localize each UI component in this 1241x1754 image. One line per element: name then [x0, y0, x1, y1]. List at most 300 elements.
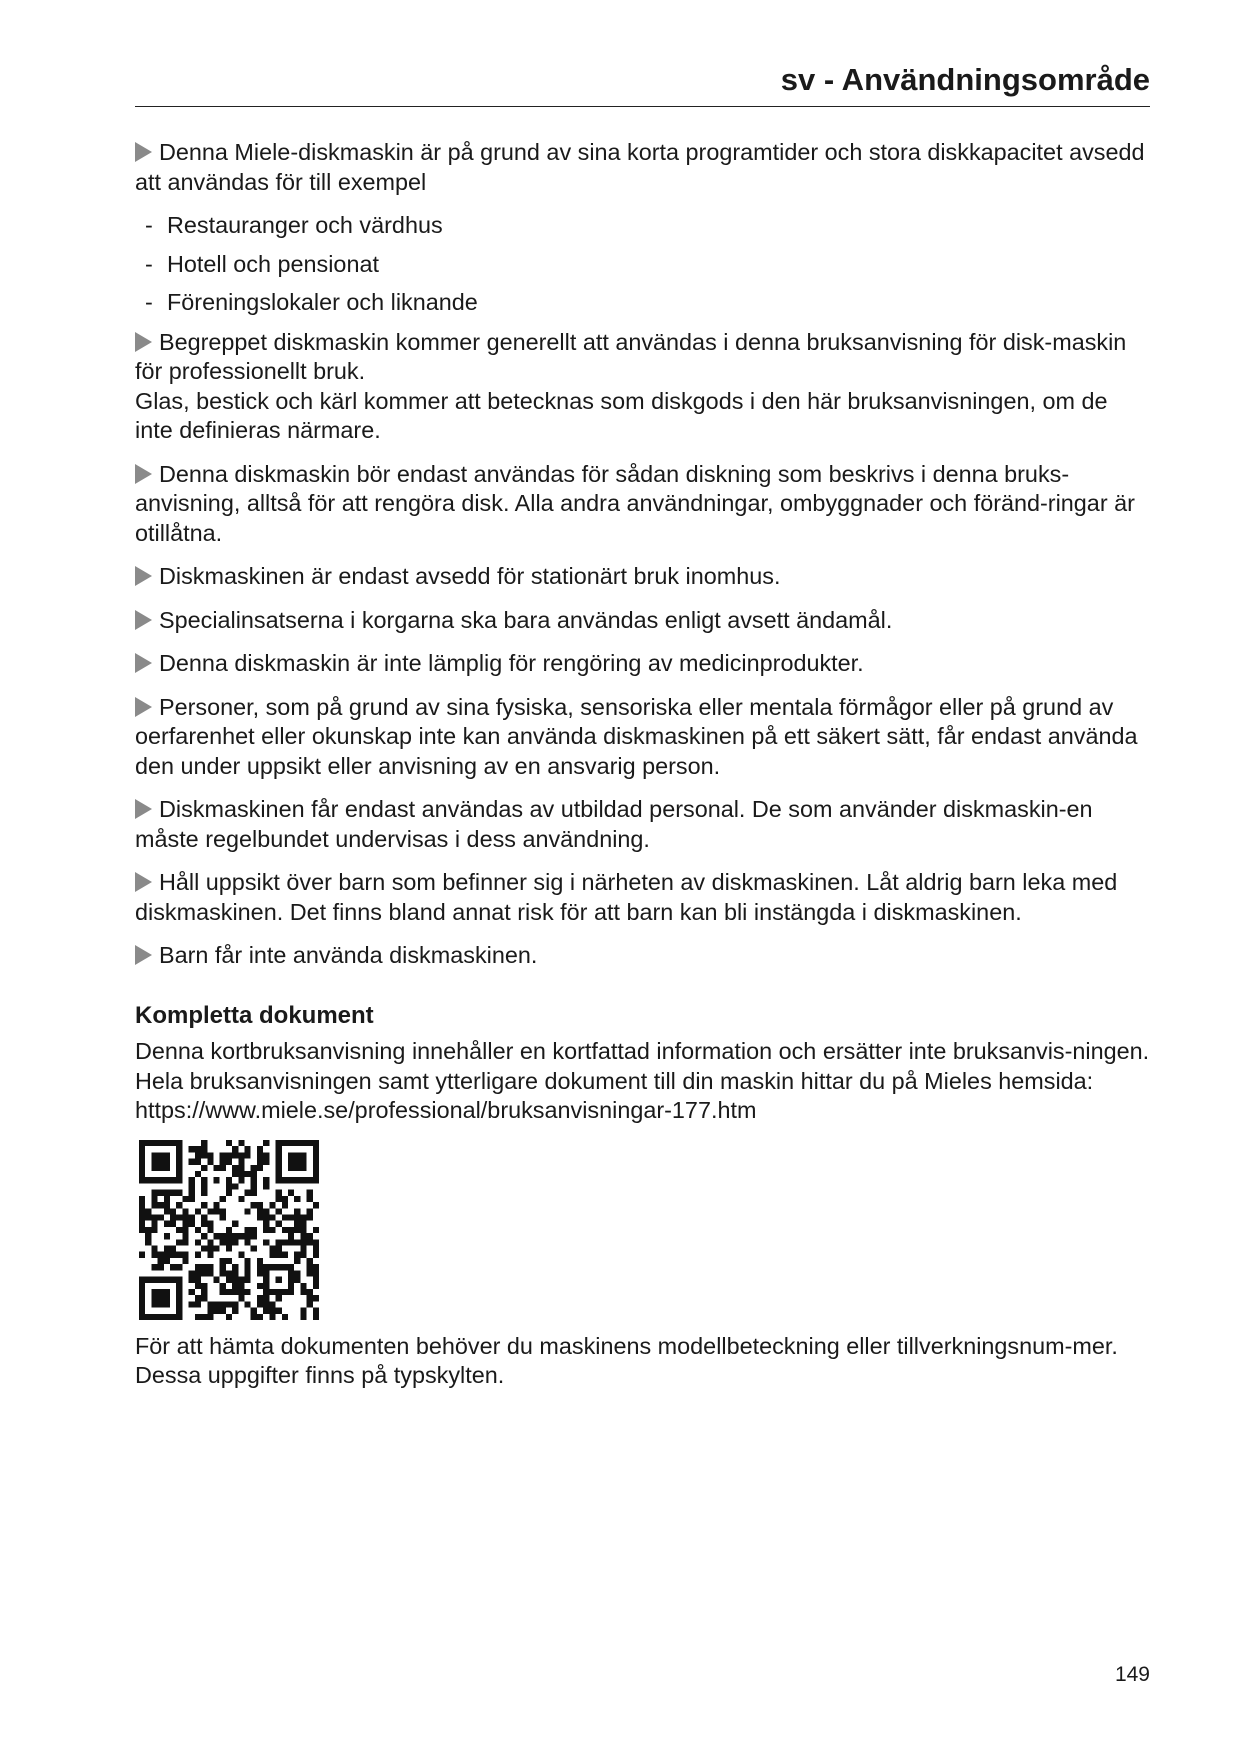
qr-module [263, 1282, 269, 1288]
qr-module [182, 1251, 188, 1257]
qr-module [213, 1164, 219, 1170]
qr-module [313, 1270, 319, 1276]
qr-module [300, 1313, 306, 1319]
qr-module [300, 1158, 306, 1164]
qr-module [282, 1214, 288, 1220]
qr-module [220, 1233, 226, 1239]
qr-module [232, 1171, 238, 1177]
qr-module [300, 1282, 306, 1288]
qr-module [176, 1171, 182, 1177]
qr-module [176, 1214, 182, 1220]
qr-module [276, 1177, 282, 1183]
qr-module [226, 1301, 232, 1307]
qr-module [282, 1202, 288, 1208]
qr-module [139, 1288, 145, 1294]
qr-module [201, 1313, 207, 1319]
qr-module [176, 1301, 182, 1307]
qr-module [257, 1214, 263, 1220]
qr-module [313, 1276, 319, 1282]
qr-module [251, 1177, 257, 1183]
qr-module [139, 1226, 145, 1232]
qr-module [313, 1295, 319, 1301]
list-item-text: Hotell och pensionat [167, 250, 379, 277]
qr-module [257, 1301, 263, 1307]
qr-module [176, 1226, 182, 1232]
qr-module [307, 1189, 313, 1195]
qr-module [313, 1264, 319, 1270]
qr-module [288, 1189, 294, 1195]
qr-module [294, 1152, 300, 1158]
qr-module [232, 1288, 238, 1294]
qr-module [151, 1177, 157, 1183]
qr-module [288, 1214, 294, 1220]
qr-module [176, 1264, 182, 1270]
qr-module [300, 1164, 306, 1170]
qr-module [307, 1270, 313, 1276]
qr-module [189, 1301, 195, 1307]
qr-module [207, 1239, 213, 1245]
qr-module [220, 1214, 226, 1220]
documents-heading: Kompletta dokument [135, 1001, 374, 1029]
qr-module [170, 1313, 176, 1319]
qr-module [294, 1177, 300, 1183]
qr-module [158, 1164, 164, 1170]
qr-module [288, 1158, 294, 1164]
qr-module [307, 1233, 313, 1239]
arrow-bullet-icon [135, 464, 152, 484]
qr-module [201, 1288, 207, 1294]
qr-module [245, 1288, 251, 1294]
qr-module [189, 1146, 195, 1152]
qr-module [269, 1226, 275, 1232]
qr-module [263, 1295, 269, 1301]
qr-module [238, 1152, 244, 1158]
qr-module [282, 1251, 288, 1257]
qr-module [182, 1233, 188, 1239]
qr-module [307, 1177, 313, 1183]
qr-module [158, 1301, 164, 1307]
qr-module [294, 1164, 300, 1170]
qr-module [276, 1152, 282, 1158]
qr-module [313, 1239, 319, 1245]
list-item-text: Föreningslokaler och liknande [167, 289, 478, 315]
medical-paragraph [135, 649, 1150, 679]
documents-url-link[interactable]: https://www.miele.se/professional/bruksanvisningar-177.htm [135, 1097, 757, 1123]
qr-module [251, 1171, 257, 1177]
qr-module [307, 1301, 313, 1307]
qr-module [176, 1307, 182, 1313]
qr-module [257, 1158, 263, 1164]
qr-module [164, 1245, 170, 1251]
qr-module [213, 1301, 219, 1307]
qr-module [288, 1288, 294, 1294]
qr-module [158, 1202, 164, 1208]
qr-module [251, 1245, 257, 1251]
qr-module [307, 1295, 313, 1301]
qr-module [257, 1270, 263, 1276]
footer-paragraph: För att hämta dokumenten behöver du maskinens modellbeteckning eller tillverkningsnum-mer. Dessa uppgifter finns på typskylten. [135, 1332, 1118, 1388]
qr-module [300, 1177, 306, 1183]
qr-module [195, 1276, 201, 1282]
qr-module [182, 1208, 188, 1214]
qr-module [207, 1208, 213, 1214]
qr-module [226, 1257, 232, 1263]
qr-module [226, 1233, 232, 1239]
qr-module [294, 1239, 300, 1245]
qr-module [294, 1257, 300, 1263]
qr-module [288, 1233, 294, 1239]
qr-module [164, 1202, 170, 1208]
qr-module [257, 1295, 263, 1301]
qr-module [294, 1208, 300, 1214]
qr-module [201, 1140, 207, 1146]
qr-module [164, 1276, 170, 1282]
qr-module [164, 1164, 170, 1170]
qr-module [300, 1226, 306, 1232]
usage-list [135, 211, 1150, 318]
qr-module [158, 1276, 164, 1282]
qr-module [207, 1220, 213, 1226]
qr-module [269, 1307, 275, 1313]
qr-module [313, 1202, 319, 1208]
qr-module [313, 1226, 319, 1232]
qr-module [282, 1195, 288, 1201]
qr-module [201, 1214, 207, 1220]
qr-module [170, 1245, 176, 1251]
qr-module [139, 1152, 145, 1158]
qr-module [207, 1245, 213, 1251]
qr-module [164, 1251, 170, 1257]
qr-module [220, 1282, 226, 1288]
qr-module [245, 1208, 251, 1214]
qr-module [263, 1226, 269, 1232]
qr-module [269, 1313, 275, 1319]
qr-module [164, 1301, 170, 1307]
qr-module [189, 1177, 195, 1183]
qr-module [245, 1152, 251, 1158]
qr-module [151, 1152, 157, 1158]
qr-module [282, 1313, 288, 1319]
qr-code-graphic [139, 1140, 319, 1320]
qr-module [232, 1233, 238, 1239]
qr-module [257, 1164, 263, 1170]
qr-module [220, 1152, 226, 1158]
qr-module [213, 1276, 219, 1282]
qr-module [294, 1251, 300, 1257]
qr-module [238, 1276, 244, 1282]
arrow-bullet-icon [135, 566, 152, 586]
qr-module [226, 1152, 232, 1158]
qr-module [307, 1214, 313, 1220]
qr-module [207, 1158, 213, 1164]
qr-module [288, 1226, 294, 1232]
qr-module [195, 1146, 201, 1152]
medical-text: Denna diskmaskin är inte lämplig för rengöring av medicinprodukter. [159, 650, 864, 676]
qr-module [276, 1140, 282, 1146]
qr-module [245, 1301, 251, 1307]
qr-module [276, 1208, 282, 1214]
qr-module [158, 1158, 164, 1164]
qr-module [201, 1177, 207, 1183]
qr-module [201, 1152, 207, 1158]
qr-module [158, 1214, 164, 1220]
qr-module [300, 1307, 306, 1313]
qr-module [189, 1158, 195, 1164]
qr-module [145, 1276, 151, 1282]
stationary-paragraph [135, 562, 1150, 592]
qr-module [288, 1164, 294, 1170]
qr-module [164, 1257, 170, 1263]
qr-module [276, 1276, 282, 1282]
qr-module [170, 1276, 176, 1282]
qr-module [232, 1239, 238, 1245]
children-no-use-text: Barn får inte använda diskmaskinen. [159, 942, 538, 968]
qr-module [263, 1152, 269, 1158]
qr-module [307, 1239, 313, 1245]
term-text: Begreppet diskmaskin kommer generellt att användas i denna bruksanvisning för disk-maskin för professionellt bruk. [135, 328, 1127, 384]
qr-module [189, 1220, 195, 1226]
qr-module [226, 1183, 232, 1189]
qr-module [151, 1301, 157, 1307]
qr-module [182, 1220, 188, 1226]
qr-module [189, 1195, 195, 1201]
usage-text: Denna diskmaskin bör endast användas för sådan diskning som beskrivs i denna bruks-anvisning, alltså för att rengöra disk. Alla andra användningar, ombyggnader och föränd-ringar är otillåtna. [135, 460, 1135, 546]
qr-module [164, 1233, 170, 1239]
documents-text [135, 1037, 1150, 1126]
qr-module [300, 1251, 306, 1257]
intro-text: Denna Miele-diskmaskin är på grund av sina korta programtider och stora diskkapacitet avsedd att användas för till exempel [135, 139, 1145, 195]
qr-module [151, 1214, 157, 1220]
arrow-bullet-icon [135, 653, 152, 673]
qr-module [269, 1214, 275, 1220]
list-item-text: Restauranger och värdhus [167, 212, 443, 238]
qr-module [189, 1276, 195, 1282]
qr-module [195, 1264, 201, 1270]
qr-module [276, 1146, 282, 1152]
qr-module [176, 1282, 182, 1288]
qr-module [151, 1295, 157, 1301]
qr-module [207, 1152, 213, 1158]
qr-module [158, 1152, 164, 1158]
qr-module [170, 1251, 176, 1257]
qr-module [139, 1146, 145, 1152]
qr-module [251, 1226, 257, 1232]
qr-module [300, 1233, 306, 1239]
qr-module [238, 1288, 244, 1294]
qr-module [139, 1220, 145, 1226]
qr-module [294, 1276, 300, 1282]
qr-module [139, 1251, 145, 1257]
qr-module [269, 1288, 275, 1294]
qr-module [176, 1152, 182, 1158]
trained-paragraph [135, 795, 1150, 854]
arrow-bullet-icon [135, 945, 152, 965]
documents-description: Denna kortbruksanvisning innehåller en kortfattad information och ersätter inte bruksanvis-ningen. Hela bruksanvisningen samt ytterligare dokument till din maskin hittar du på Mieles hemsida: [135, 1038, 1150, 1094]
qr-module [220, 1301, 226, 1307]
qr-module [189, 1189, 195, 1195]
qr-module [238, 1251, 244, 1257]
qr-module [139, 1208, 145, 1214]
qr-module [158, 1177, 164, 1183]
qr-module [282, 1177, 288, 1183]
qr-module [201, 1220, 207, 1226]
qr-module [164, 1313, 170, 1319]
qr-module [207, 1264, 213, 1270]
qr-module [251, 1233, 257, 1239]
qr-module [300, 1239, 306, 1245]
qr-module [176, 1158, 182, 1164]
qr-module [220, 1270, 226, 1276]
qr-module [294, 1140, 300, 1146]
qr-module [232, 1183, 238, 1189]
qr-module [139, 1158, 145, 1164]
page-title: sv - Användningsområde [780, 62, 1150, 97]
qr-module [220, 1257, 226, 1263]
qr-module [288, 1270, 294, 1276]
qr-module [276, 1195, 282, 1201]
qr-module [226, 1226, 232, 1232]
dash-bullet: - [145, 289, 153, 315]
qr-module [176, 1177, 182, 1183]
qr-module [307, 1264, 313, 1270]
qr-module [238, 1171, 244, 1177]
qr-module [151, 1220, 157, 1226]
qr-module [182, 1195, 188, 1201]
children-supervise-paragraph [135, 868, 1150, 927]
qr-module [251, 1202, 257, 1208]
qr-module [226, 1288, 232, 1294]
qr-module [170, 1214, 176, 1220]
qr-module [226, 1189, 232, 1195]
qr-module [226, 1239, 232, 1245]
children-no-use-paragraph [135, 941, 1150, 971]
qr-module [220, 1288, 226, 1294]
qr-module [195, 1152, 201, 1158]
qr-module [307, 1195, 313, 1201]
qr-module [226, 1177, 232, 1183]
qr-module [269, 1264, 275, 1270]
qr-module [276, 1189, 282, 1195]
qr-module [288, 1152, 294, 1158]
qr-module [226, 1276, 232, 1282]
qr-module [307, 1208, 313, 1214]
arrow-bullet-icon [135, 332, 152, 352]
qr-module [288, 1264, 294, 1270]
qr-module [213, 1233, 219, 1239]
qr-module [300, 1214, 306, 1220]
qr-module [139, 1295, 145, 1301]
qr-module [195, 1282, 201, 1288]
qr-module [158, 1264, 164, 1270]
inserts-text: Specialinsatserna i korgarna ska bara användas enligt avsett ändamål. [159, 606, 893, 633]
qr-module [213, 1177, 219, 1183]
qr-module [238, 1164, 244, 1170]
inserts-paragraph [135, 606, 1150, 636]
qr-module [139, 1313, 145, 1319]
qr-code-icon[interactable] [139, 1140, 319, 1320]
qr-module [276, 1158, 282, 1164]
qr-module [207, 1301, 213, 1307]
qr-module [245, 1257, 251, 1263]
qr-module [145, 1214, 151, 1220]
qr-module [313, 1171, 319, 1177]
arrow-bullet-icon [135, 799, 152, 819]
qr-module [251, 1183, 257, 1189]
qr-module [195, 1171, 201, 1177]
qr-module [245, 1270, 251, 1276]
qr-module [294, 1220, 300, 1226]
qr-module [313, 1146, 319, 1152]
qr-module [207, 1226, 213, 1232]
qr-module [232, 1220, 238, 1226]
qr-module [232, 1270, 238, 1276]
qr-module [139, 1202, 145, 1208]
qr-module [201, 1183, 207, 1189]
qr-module [220, 1208, 226, 1214]
qr-module [238, 1158, 244, 1164]
qr-module [238, 1195, 244, 1201]
qr-module [269, 1202, 275, 1208]
qr-module [313, 1152, 319, 1158]
qr-module [201, 1295, 207, 1301]
qr-module [307, 1288, 313, 1294]
qr-module [226, 1313, 232, 1319]
qr-module [313, 1140, 319, 1146]
qr-module [164, 1177, 170, 1183]
qr-module [176, 1202, 182, 1208]
qr-module [158, 1257, 164, 1263]
qr-module [201, 1202, 207, 1208]
qr-module [176, 1146, 182, 1152]
qr-module [164, 1158, 170, 1164]
stationary-text: Diskmaskinen är endast avsedd för stationärt bruk inomhus. [159, 563, 781, 589]
qr-module [151, 1264, 157, 1270]
qr-module [300, 1152, 306, 1158]
qr-module [201, 1233, 207, 1239]
term-paragraph [135, 328, 1150, 446]
qr-module [282, 1288, 288, 1294]
qr-module [151, 1202, 157, 1208]
qr-module [276, 1307, 282, 1313]
qr-module [313, 1245, 319, 1251]
qr-module [207, 1307, 213, 1313]
qr-module [276, 1171, 282, 1177]
qr-module [263, 1177, 269, 1183]
qr-module [201, 1245, 207, 1251]
qr-module [245, 1239, 251, 1245]
qr-module [313, 1251, 319, 1257]
qr-module [263, 1301, 269, 1307]
qr-module [151, 1288, 157, 1294]
qr-module [232, 1282, 238, 1288]
qr-module [145, 1226, 151, 1232]
qr-module [164, 1288, 170, 1294]
qr-module [176, 1288, 182, 1294]
qr-module [288, 1177, 294, 1183]
qr-module [164, 1208, 170, 1214]
qr-module [170, 1140, 176, 1146]
qr-module [226, 1270, 232, 1276]
qr-module [164, 1189, 170, 1195]
dash-bullet: - [145, 250, 153, 277]
qr-module [263, 1270, 269, 1276]
qr-module [232, 1264, 238, 1270]
qr-module [238, 1282, 244, 1288]
qr-module [151, 1164, 157, 1170]
qr-module [263, 1264, 269, 1270]
qr-module [232, 1276, 238, 1282]
qr-module [189, 1270, 195, 1276]
